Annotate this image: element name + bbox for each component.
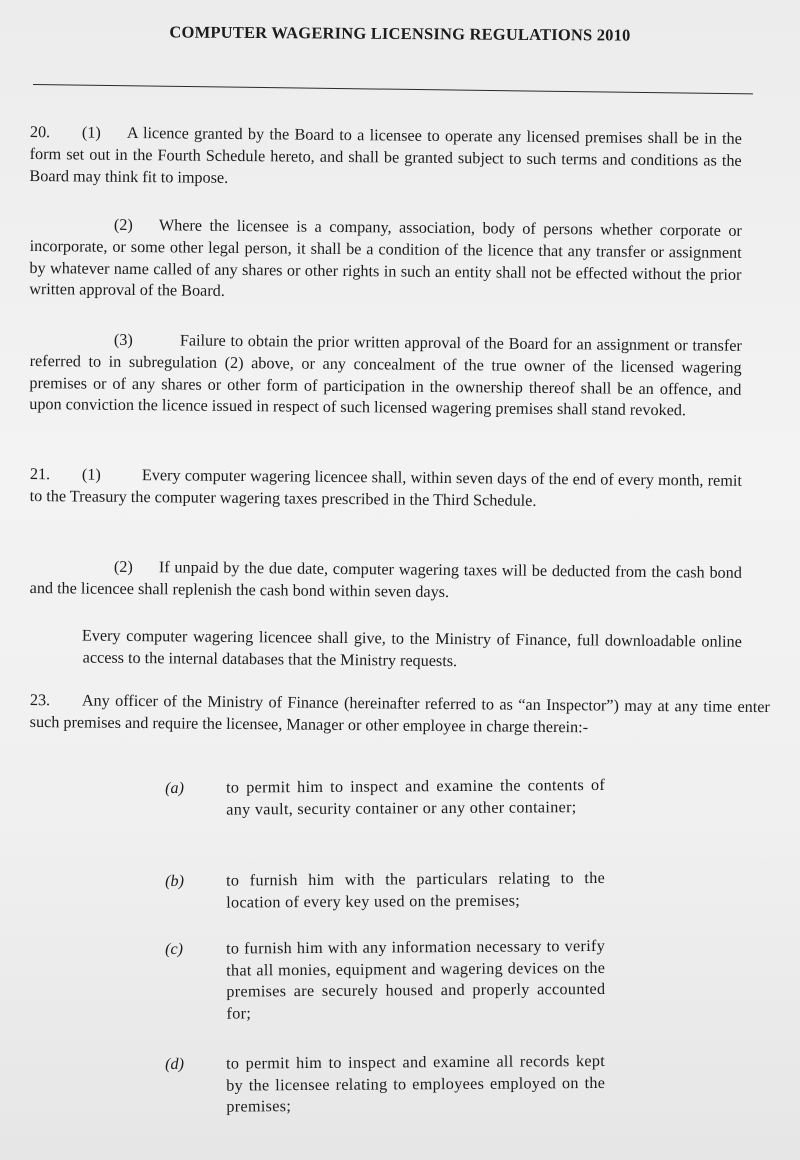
regulation-23 <box>30 690 770 741</box>
regulation-number <box>30 625 82 647</box>
list-item-label: (c) <box>165 939 184 958</box>
regulation-text: If unpaid by the due date, computer wagering taxes will be deducted from the cash bond and the licencee shall replenish the cash bond within seven days. <box>29 558 742 601</box>
regulation-text: Where the licensee is a company, association, body of persons whether corporate or incorporate, or some other legal person, it shall be a condition of the licence that any transfer or assignment by whatever name called of any shares or other rights in such an entity shall not be effected without the prior written approval of the Board. <box>29 216 742 301</box>
regulation-22 <box>30 625 742 675</box>
list-item-label: (d) <box>165 1054 185 1073</box>
subregulation-number: (2) <box>113 557 133 576</box>
list-item-text: to furnish him with the particulars relating to the location of every key used on the premises; <box>226 868 606 912</box>
regulation-20-3 <box>29 329 742 423</box>
list-item-b <box>165 868 605 914</box>
list-item-a <box>165 775 605 821</box>
list-item-label: (a) <box>165 778 185 797</box>
regulation-20-1 <box>29 122 742 194</box>
regulation-text: A licence granted by the Board to a licensee to operate any licensed premises shall be in the form set out in the Fourth Schedule hereto, and shall be granted subject to such terms and conditions as the Board may think fit to impose. <box>29 123 742 187</box>
list-item-c <box>165 936 606 1025</box>
regulation-text: Every computer wagering licencee shall, within seven days of the end of every month, remit to the Treasury the computer wagering taxes prescribed in the Third Schedule. <box>29 466 742 510</box>
regulation-number: 23. <box>29 690 51 710</box>
subregulation-number: (3) <box>113 330 133 349</box>
regulation-20-2 <box>29 214 742 308</box>
list-item-label: (b) <box>165 871 185 890</box>
list-item-d <box>165 1051 605 1119</box>
regulation-text: Failure to obtain the prior written approval of the Board for an assignment or transfer referred to in subregulation (2) above, or any concealment of the true owner of the licensed wagering premises or of any shares or other form of participation in the ownership thereof shall be an offence, and upon conviction the licence issued in respect of such licensed wagering premises shall stand revoked. <box>29 331 742 420</box>
subregulation-number: (1) <box>81 465 101 484</box>
regulation-number: 21. <box>29 464 51 484</box>
page-header-title: COMPUTER WAGERING LICENSING REGULATIONS 2010 <box>169 22 631 45</box>
regulation-number: 20. <box>29 122 51 142</box>
regulation-text: Every computer wagering licencee shall give, to the Ministry of Finance, full downloadable online access to the internal databases that the Ministry requests. <box>81 626 742 670</box>
subregulation-number: (2) <box>113 215 133 234</box>
regulation-21-2 <box>30 556 742 606</box>
list-item-text: to furnish him with any information necessary to verify that all monies, equipment and wagering devices on the premises are securely housed and properly accounted for; <box>226 936 606 1023</box>
regulation-21-1 <box>30 464 742 514</box>
list-item-text: to permit him to inspect and examine all records kept by the licensee relating to employees employed on the premises; <box>226 1051 606 1116</box>
header-rule <box>33 84 753 94</box>
subregulation-number: (1) <box>81 123 101 142</box>
list-item-text: to permit him to inspect and examine the contents of any vault, security container or any other container; <box>226 775 606 819</box>
regulation-text: Any officer of the Ministry of Finance (hereinafter referred to as “an Inspector”) may at any time enter such premises and require the licensee, Manager or other employee in charge therein:- <box>29 691 770 737</box>
